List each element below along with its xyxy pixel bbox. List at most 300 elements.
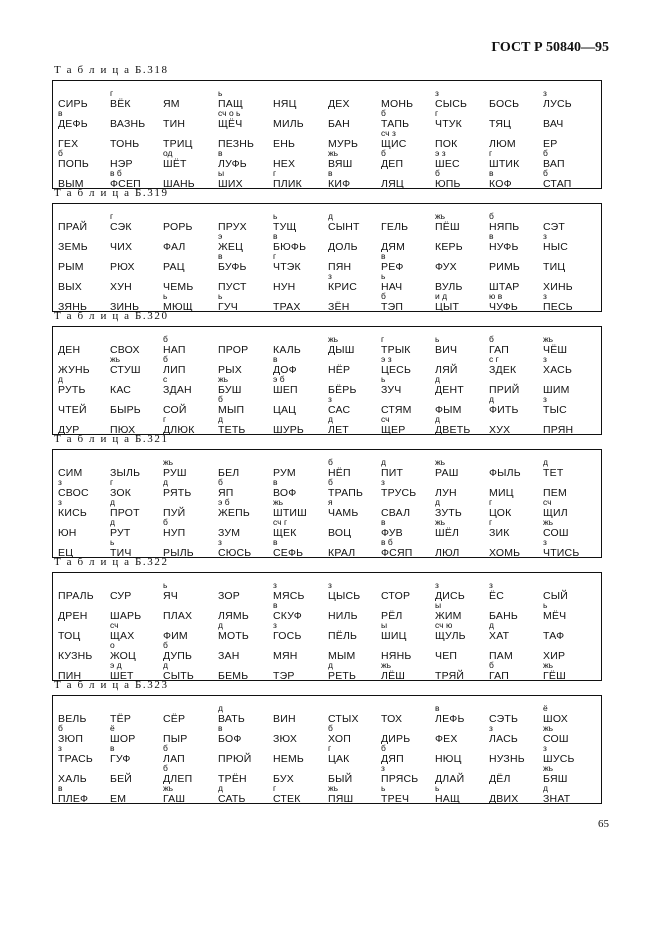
syllable-word: ТОХ <box>381 713 403 725</box>
table-cell <box>489 411 545 437</box>
syllable-word: СЭТЬ <box>489 713 519 725</box>
phonetic-mark <box>163 88 219 98</box>
syllable-word: ВЯШ <box>328 158 353 170</box>
phonetic-mark: з <box>543 354 547 364</box>
phonetic-mark: б <box>163 334 168 344</box>
syllable-word: ПРЯСЬ <box>381 773 419 785</box>
syllable-word: СЭТ <box>543 221 566 233</box>
syllable-word: ФАЛ <box>163 241 186 253</box>
syllable-word: ВАТЬ <box>218 713 245 725</box>
phonetic-mark <box>110 334 166 344</box>
syllable-word: ЗУТЬ <box>435 507 462 519</box>
phonetic-mark <box>328 108 384 118</box>
syllable-word: ДИСЬ <box>435 590 465 602</box>
phonetic-mark: з <box>543 88 547 98</box>
syllable-word: ТЭР <box>273 670 295 682</box>
phonetic-mark <box>163 620 219 630</box>
phonetic-mark: г <box>435 108 439 118</box>
phonetic-mark <box>381 600 437 610</box>
syllable-word: ДЯП <box>381 753 404 765</box>
table-cell <box>163 288 219 314</box>
syllable-word: ПЯШ <box>328 793 354 805</box>
table-cell <box>110 780 166 806</box>
phonetic-mark <box>110 783 166 793</box>
syllable-word: НУП <box>163 527 186 539</box>
table-cell <box>218 411 274 437</box>
syllable-word: ТИЧ <box>110 547 132 559</box>
phonetic-mark: г <box>273 168 277 178</box>
phonetic-mark <box>489 414 545 424</box>
syllable-word: ШЕП <box>273 384 298 396</box>
syllable-word: ТАФ <box>543 630 565 642</box>
phonetic-mark: в <box>273 537 278 547</box>
syllable-word: ТОНЬ <box>110 138 140 150</box>
phonetic-mark: в <box>218 148 223 158</box>
syllable-word: СЭК <box>110 221 132 233</box>
syllable-word: НИЛЬ <box>328 610 358 622</box>
table-cell <box>273 780 329 806</box>
phonetic-mark: д <box>218 783 223 793</box>
phonetic-mark: д <box>328 660 333 670</box>
phonetic-mark: д <box>163 477 168 487</box>
syllable-word: ЩЕК <box>273 527 297 539</box>
syllable-word: ДЕХ <box>328 98 350 110</box>
phonetic-mark <box>328 537 384 547</box>
phonetic-mark: э д <box>110 660 122 670</box>
phonetic-mark: ь <box>543 600 548 610</box>
syllable-word: ШУСЬ <box>543 753 575 765</box>
syllable-word: ФЫЛЬ <box>489 467 521 479</box>
phonetic-mark: в <box>58 783 63 793</box>
phonetic-mark: г <box>489 148 493 158</box>
syllable-word: СЫНТ <box>328 221 360 233</box>
syllable-word: ХУХ <box>489 424 511 436</box>
syllable-word: МЯСЬ <box>273 590 305 602</box>
syllable-word: ДРЕН <box>58 610 88 622</box>
phonetic-mark <box>543 211 599 221</box>
syllable-word: ЗОР <box>218 590 240 602</box>
phonetic-mark <box>110 108 166 118</box>
syllable-word: БЮФЬ <box>273 241 307 253</box>
syllable-word: ЩЁЧ <box>218 118 243 130</box>
phonetic-mark <box>110 231 166 241</box>
syllable-word: ПЕСЬ <box>543 301 573 313</box>
phonetic-mark: б <box>489 334 494 344</box>
syllable-word: ХАЛЬ <box>58 773 87 785</box>
syllable-word: ДИРЬ <box>381 733 411 745</box>
phonetic-mark: з <box>435 88 439 98</box>
phonetic-mark: д <box>489 394 494 404</box>
syllable-word: БАН <box>328 118 350 130</box>
phonetic-mark: ё <box>543 703 548 713</box>
phonetic-mark <box>543 620 599 630</box>
syllable-word: ПАМ <box>489 650 513 662</box>
syllable-word: ЖЕЦ <box>218 241 244 253</box>
phonetic-mark <box>218 600 274 610</box>
phonetic-mark <box>110 394 166 404</box>
phonetic-mark <box>218 660 274 670</box>
phonetic-mark <box>58 620 114 630</box>
phonetic-mark <box>328 374 384 384</box>
phonetic-mark <box>543 640 599 650</box>
phonetic-mark: э з <box>435 148 446 158</box>
phonetic-mark <box>58 414 114 424</box>
syllable-word: ЦЫСЬ <box>328 590 361 602</box>
syllable-word: ПЯН <box>328 261 352 273</box>
syllable-word: ЩИС <box>381 138 407 150</box>
phonetic-mark: в <box>489 231 494 241</box>
phonetic-mark: в <box>381 517 386 527</box>
syllable-word: ВАЗНЬ <box>110 118 146 130</box>
syllable-word: ЦОК <box>489 507 512 519</box>
phonetic-mark: д <box>543 457 548 467</box>
syllable-word: ПОПЬ <box>58 158 89 170</box>
syllable-word: КИФ <box>328 178 351 190</box>
syllable-word: НЁР <box>328 364 351 376</box>
syllable-word: ЦАК <box>328 753 350 765</box>
phonetic-mark: ь <box>381 271 386 281</box>
phonetic-mark: з <box>328 271 332 281</box>
phonetic-mark: д <box>163 660 168 670</box>
syllable-word: НУФЬ <box>489 241 519 253</box>
syllable-word: ПУЙ <box>163 507 186 519</box>
table-cell <box>163 657 219 683</box>
phonetic-mark: ь <box>218 88 223 98</box>
phonetic-mark: з <box>489 723 493 733</box>
phonetic-mark <box>435 660 491 670</box>
phonetic-mark: д <box>110 497 115 507</box>
syllable-word: НЫС <box>543 241 569 253</box>
syllable-word: РЕТЬ <box>328 670 357 682</box>
syllable-word: СОШ <box>543 527 569 539</box>
phonetic-mark: жь <box>543 763 554 773</box>
syllable-word: ДЕНТ <box>435 384 464 396</box>
phonetic-mark <box>435 354 491 364</box>
table-cell <box>435 657 491 683</box>
syllable-word: РЫХ <box>218 364 242 376</box>
syllable-word: ВИН <box>273 713 296 725</box>
syllable-word: РЕФ <box>381 261 404 273</box>
syllable-word: ТРАХ <box>273 301 301 313</box>
syllable-word: ШЁТ <box>163 158 187 170</box>
syllable-word: ГЕЛЬ <box>381 221 409 233</box>
syllable-word: ДЁЛ <box>489 773 511 785</box>
phonetic-mark: в <box>110 743 115 753</box>
syllable-word: НАП <box>163 344 186 356</box>
phonetic-mark <box>110 457 166 467</box>
syllable-word: ПЛЕФ <box>58 793 89 805</box>
phonetic-mark <box>328 620 384 630</box>
table-cell <box>381 534 437 560</box>
phonetic-mark: в б <box>110 168 122 178</box>
syllable-word: СТЫХ <box>328 713 359 725</box>
syllable-word: ЖОЦ <box>110 650 136 662</box>
syllable-word: ПЛАХ <box>163 610 193 622</box>
phonetic-mark: г <box>273 251 277 261</box>
syllable-word: ДУПЬ <box>163 650 193 662</box>
phonetic-mark <box>273 271 329 281</box>
phonetic-mark: з <box>58 743 62 753</box>
phonetic-mark <box>163 168 219 178</box>
syllable-word: ЧЁШ <box>543 344 568 356</box>
phonetic-mark: с г <box>489 354 499 364</box>
syllable-word: ЖЕПЬ <box>218 507 250 519</box>
syllable-word: ШАНЬ <box>163 178 195 190</box>
phonetic-mark <box>489 703 545 713</box>
table-caption: Т а б л и ц а Б.319 <box>54 187 169 199</box>
syllable-word: ПУСТ <box>218 281 247 293</box>
syllable-word: ЗИНЬ <box>110 301 140 313</box>
syllable-word: НЯНЬ <box>381 650 412 662</box>
phonetic-mark <box>58 128 114 138</box>
syllable-word: БЫЙ <box>328 773 353 785</box>
syllable-word: ШУРЬ <box>273 424 304 436</box>
syllable-word: РОРЬ <box>163 221 193 233</box>
table-cell <box>273 165 329 191</box>
phonetic-mark <box>273 291 329 301</box>
syllable-word: ЗУМ <box>218 527 241 539</box>
phonetic-mark: з <box>273 620 277 630</box>
phonetic-mark <box>328 600 384 610</box>
syllable-word: ЁС <box>489 590 504 602</box>
syllable-word: ВЫХ <box>58 281 82 293</box>
syllable-word: СКУФ <box>273 610 302 622</box>
syllable-word: СВАЛ <box>381 507 411 519</box>
phonetic-mark <box>163 128 219 138</box>
syllable-word: МЁЧ <box>543 610 567 622</box>
phonetic-mark: ы <box>381 620 388 630</box>
syllable-word: ФИМ <box>163 630 188 642</box>
phonetic-mark <box>489 537 545 547</box>
phonetic-mark <box>543 251 599 261</box>
phonetic-mark: г <box>163 414 167 424</box>
table-cell <box>273 288 329 314</box>
phonetic-mark <box>489 763 545 773</box>
phonetic-mark: сч <box>381 414 390 424</box>
syllable-word: ТАПЬ <box>381 118 410 130</box>
phonetic-mark: в б <box>381 537 393 547</box>
syllable-word: ТИН <box>163 118 186 130</box>
phonetic-mark: в <box>273 354 278 364</box>
phonetic-mark <box>110 251 166 261</box>
table-cell <box>435 288 491 314</box>
syllable-word: ГАП <box>489 670 510 682</box>
syllable-word: ЧТУК <box>435 118 462 130</box>
syllable-word: ЧТЭК <box>273 261 301 273</box>
syllable-word: ЦЕСЬ <box>381 364 412 376</box>
phonetic-mark <box>58 457 114 467</box>
phonetic-mark: б <box>163 743 168 753</box>
syllable-word: БЁРЬ <box>328 384 357 396</box>
syllable-word: ЮН <box>58 527 77 539</box>
syllable-word: ЛЯЙ <box>435 364 458 376</box>
phonetic-mark <box>381 168 437 178</box>
syllable-word: ДОЛЬ <box>328 241 358 253</box>
syllable-word: СЫСЬ <box>435 98 468 110</box>
phonetic-mark <box>381 723 437 733</box>
syllable-word: МОТЬ <box>218 630 250 642</box>
table-cell <box>435 780 491 806</box>
phonetic-mark <box>273 723 329 733</box>
phonetic-mark: жь <box>273 497 284 507</box>
phonetic-mark: д <box>328 211 333 221</box>
phonetic-mark <box>489 477 545 487</box>
word-table <box>52 203 602 312</box>
phonetic-mark: жь <box>435 457 446 467</box>
syllable-word: ГАШ <box>163 793 186 805</box>
syllable-word: ЛЁШ <box>381 670 406 682</box>
syllable-word: РУТ <box>110 527 131 539</box>
syllable-word: ТЕТ <box>543 467 564 479</box>
phonetic-mark <box>163 231 219 241</box>
syllable-word: ЗЕМЬ <box>58 241 88 253</box>
phonetic-mark: и д <box>435 291 448 301</box>
table-cell <box>489 288 545 314</box>
phonetic-mark: сч ю <box>435 620 453 630</box>
phonetic-mark: з <box>58 497 62 507</box>
syllable-word: МЯН <box>273 650 298 662</box>
syllable-word: РЯТЬ <box>163 487 192 499</box>
phonetic-mark: б <box>489 211 494 221</box>
phonetic-mark: э з <box>381 354 392 364</box>
phonetic-mark <box>218 334 274 344</box>
syllable-word: ЗНАТ <box>543 793 571 805</box>
syllable-word: ШОР <box>110 733 136 745</box>
phonetic-mark: жь <box>218 374 229 384</box>
syllable-word: ТЯЦ <box>489 118 512 130</box>
syllable-word: ДЛЮК <box>163 424 195 436</box>
syllable-word: РЫЛЬ <box>163 547 194 559</box>
syllable-word: ПРУХ <box>218 221 247 233</box>
syllable-word: ХАСЬ <box>543 364 573 376</box>
syllable-word: РЫМ <box>58 261 84 273</box>
phonetic-mark <box>58 231 114 241</box>
syllable-word: ЗЮХ <box>273 733 298 745</box>
phonetic-mark <box>163 108 219 118</box>
phonetic-mark: з <box>543 231 547 241</box>
phonetic-mark: в <box>58 108 63 118</box>
syllable-word: СТЯМ <box>381 404 412 416</box>
syllable-word: ШЕТ <box>110 670 134 682</box>
table-cell <box>273 657 329 683</box>
syllable-word: ЩЕР <box>381 424 406 436</box>
syllable-word: РИМЬ <box>489 261 520 273</box>
syllable-word: ЗУЧ <box>381 384 402 396</box>
syllable-word: БЕЛ <box>218 467 240 479</box>
syllable-word: БЫРЬ <box>110 404 141 416</box>
phonetic-mark: з <box>273 580 277 590</box>
phonetic-mark: б <box>381 108 386 118</box>
phonetic-mark <box>110 291 166 301</box>
phonetic-mark <box>543 108 599 118</box>
phonetic-mark <box>58 660 114 670</box>
syllable-word: ТУЩ <box>273 221 297 233</box>
syllable-word: СЕФЬ <box>273 547 304 559</box>
phonetic-mark: з <box>543 291 547 301</box>
syllable-word: МОНЬ <box>381 98 414 110</box>
phonetic-mark: д <box>218 414 223 424</box>
syllable-word: ГОСЬ <box>273 630 302 642</box>
syllable-word: ЗЯНЬ <box>58 301 88 313</box>
phonetic-mark: од <box>163 148 173 158</box>
syllable-word: СИРЬ <box>58 98 88 110</box>
syllable-word: ХОМЬ <box>489 547 521 559</box>
syllable-word: ШИЦ <box>381 630 407 642</box>
syllable-word: ЗДАН <box>163 384 192 396</box>
phonetic-mark: сч <box>543 497 552 507</box>
phonetic-mark: з <box>435 580 439 590</box>
syllable-word: ВЫМ <box>58 178 84 190</box>
syllable-word: ФУВ <box>381 527 403 539</box>
syllable-word: БУХ <box>273 773 294 785</box>
syllable-word: ТРЕЧ <box>381 793 410 805</box>
phonetic-mark: в <box>273 231 278 241</box>
syllable-word: ТРЁН <box>218 773 247 785</box>
phonetic-mark: б <box>543 148 548 158</box>
syllable-word: СВОХ <box>110 344 140 356</box>
syllable-word: ГУФ <box>110 753 131 765</box>
phonetic-mark <box>381 88 437 98</box>
table-cell <box>163 780 219 806</box>
phonetic-mark: б <box>163 354 168 364</box>
phonetic-mark: ы <box>218 168 225 178</box>
table-cell <box>328 534 384 560</box>
phonetic-mark: з <box>328 394 332 404</box>
phonetic-mark <box>218 457 274 467</box>
syllable-word: ЧТИСЬ <box>543 547 580 559</box>
syllable-word: НЯЦ <box>273 98 297 110</box>
syllable-word: РЮХ <box>110 261 135 273</box>
standard-header: ГОСТ Р 50840—95 <box>491 40 609 55</box>
table-caption: Т а б л и ц а Б.323 <box>54 679 169 691</box>
syllable-word: ПЮХ <box>110 424 136 436</box>
phonetic-mark <box>328 88 384 98</box>
phonetic-mark: в <box>381 251 386 261</box>
phonetic-mark <box>381 394 437 404</box>
phonetic-mark: жь <box>110 354 121 364</box>
syllable-word: ЩУЛЬ <box>435 630 466 642</box>
syllable-word: ТРАСЬ <box>58 753 93 765</box>
syllable-word: КАЛЬ <box>273 344 301 356</box>
word-table <box>52 326 602 435</box>
syllable-word: СИМ <box>58 467 83 479</box>
phonetic-mark <box>435 743 491 753</box>
syllable-word: СВОС <box>58 487 89 499</box>
phonetic-mark: ё <box>110 723 115 733</box>
table-cell <box>381 288 437 314</box>
phonetic-mark <box>110 600 166 610</box>
syllable-word: ЯП <box>218 487 234 499</box>
phonetic-mark <box>58 600 114 610</box>
phonetic-mark: г <box>489 497 493 507</box>
phonetic-mark <box>381 211 437 221</box>
syllable-word: ТРИЦ <box>163 138 193 150</box>
syllable-word: НЮЦ <box>435 753 462 765</box>
syllable-word: ПОК <box>435 138 458 150</box>
phonetic-mark <box>489 640 545 650</box>
syllable-word: ПАЩ <box>218 98 243 110</box>
phonetic-mark: д <box>543 783 548 793</box>
syllable-word: МЫМ <box>328 650 356 662</box>
phonetic-mark <box>489 88 545 98</box>
syllable-word: КАС <box>110 384 132 396</box>
phonetic-mark: ь <box>273 211 278 221</box>
syllable-word: ДУР <box>58 424 80 436</box>
table-cell <box>381 411 437 437</box>
syllable-word: ФУХ <box>435 261 457 273</box>
syllable-word: ШАРЬ <box>110 610 142 622</box>
phonetic-mark <box>435 640 491 650</box>
